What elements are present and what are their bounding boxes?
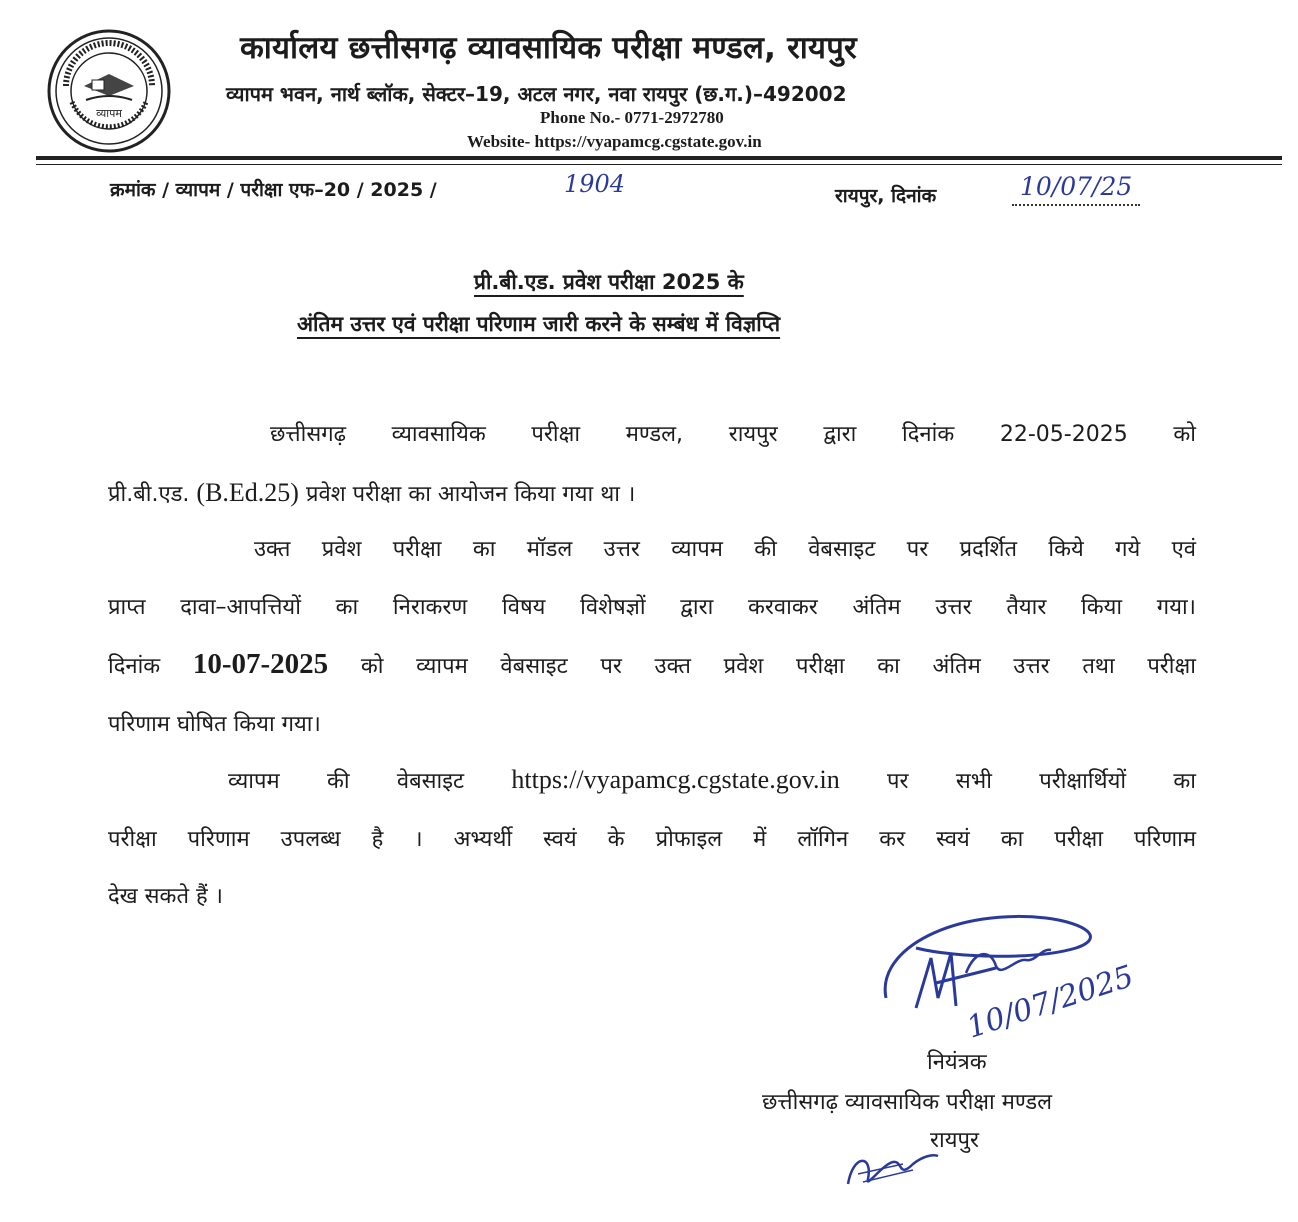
office-address: व्यापम भवन, नार्थ ब्लॉक, सेक्टर–19, अटल नगर, नवा रायपुर (छ.ग.)–492002	[226, 82, 847, 106]
organization-name: छत्तीसगढ़ व्यावसायिक परीक्षा मण्डल	[762, 1090, 1053, 1115]
paragraph-1-line-2	[108, 464, 1196, 524]
paragraph-3-line-2: परीक्षा परिणाम उपलब्ध है । अभ्यर्थी स्वयं के प्रोफाइल में लॉगिन कर स्वयं का परीक्षा परिणाम	[108, 826, 1196, 852]
subject-line-1: प्री.बी.एड. प्रवेश परीक्षा 2025 के	[474, 270, 744, 294]
paragraph-1	[108, 406, 1196, 523]
date-label: दिनांक	[108, 654, 161, 679]
reference-number-label: क्रमांक / व्यापम / परीक्षा एफ–20 / 2025 /	[110, 179, 437, 201]
vyapam-emblem-logo	[44, 26, 174, 156]
paragraph-1-line-2-text: प्रवेश परीक्षा का आयोजन किया गया था ।	[305, 481, 636, 507]
emblem-text: व्यापम	[96, 107, 122, 120]
place-date-label: रायपुर, दिनांक	[835, 185, 937, 207]
initials-scribble	[843, 1134, 943, 1194]
office-website: Website- https://vyapamcg.cgstate.gov.in	[467, 132, 762, 151]
paragraph-3-line-1	[108, 751, 1196, 811]
website-label: व्यापम की वेबसाइट	[228, 769, 465, 794]
designation: नियंत्रक	[927, 1050, 987, 1075]
reference-number-handwritten: 1904	[564, 170, 626, 198]
paragraph-2-line-3-text: को व्यापम वेबसाइट पर उक्त प्रवेश परीक्षा का अंतिम उत्तर तथा परीक्षा	[360, 654, 1196, 679]
paragraph-2-line-3	[108, 636, 1196, 696]
paragraph-3-line-3: देख सकते हैं ।	[108, 884, 223, 909]
subject-line-2: अंतिम उत्तर एवं परीक्षा परिणाम जारी करने के सम्बंध में विज्ञप्ति	[297, 312, 781, 336]
course-code: (B.Ed.25)	[196, 477, 299, 507]
date-handwritten: 10/07/25	[1020, 172, 1133, 201]
signature-date: 10/07/2025	[962, 958, 1138, 1046]
office-title: कार्यालय छत्तीसगढ़ व्यावसायिक परीक्षा मण्डल, रायपुर	[240, 30, 857, 66]
office-phone: Phone No.- 0771-2972780	[540, 108, 724, 127]
paragraph-2-line-2: प्राप्त दावा–आपत्तियों का निराकरण विषय विशेषज्ञों द्वारा करवाकर अंतिम उत्तर तैयार किया गया।	[108, 594, 1196, 620]
paragraph-2-line-4: परिणाम घोषित किया गया।	[108, 711, 321, 737]
course-name: प्री.बी.एड.	[108, 481, 190, 507]
website-url: https://vyapamcg.cgstate.gov.in	[511, 765, 840, 794]
date-dotted-line	[1012, 204, 1140, 206]
header-rule-thin	[36, 164, 1282, 165]
header-rule-thick	[36, 156, 1282, 160]
city-name: रायपुर	[930, 1128, 979, 1153]
result-date: 10-07-2025	[192, 648, 329, 680]
paragraph-2	[108, 521, 1196, 753]
paragraph-3-line-1-text: पर सभी परीक्षार्थियों का	[887, 769, 1196, 794]
controller-signature	[876, 888, 1156, 1048]
paragraph-1-line-1: छत्तीसगढ़ व्यावसायिक परीक्षा मण्डल, रायपुर द्वारा दिनांक 22-05-2025 को	[270, 422, 1196, 447]
paragraph-2-line-1: उक्त प्रवेश परीक्षा का मॉडल उत्तर व्यापम की वेबसाइट पर प्रदर्शित किये गये एवं	[254, 537, 1196, 562]
